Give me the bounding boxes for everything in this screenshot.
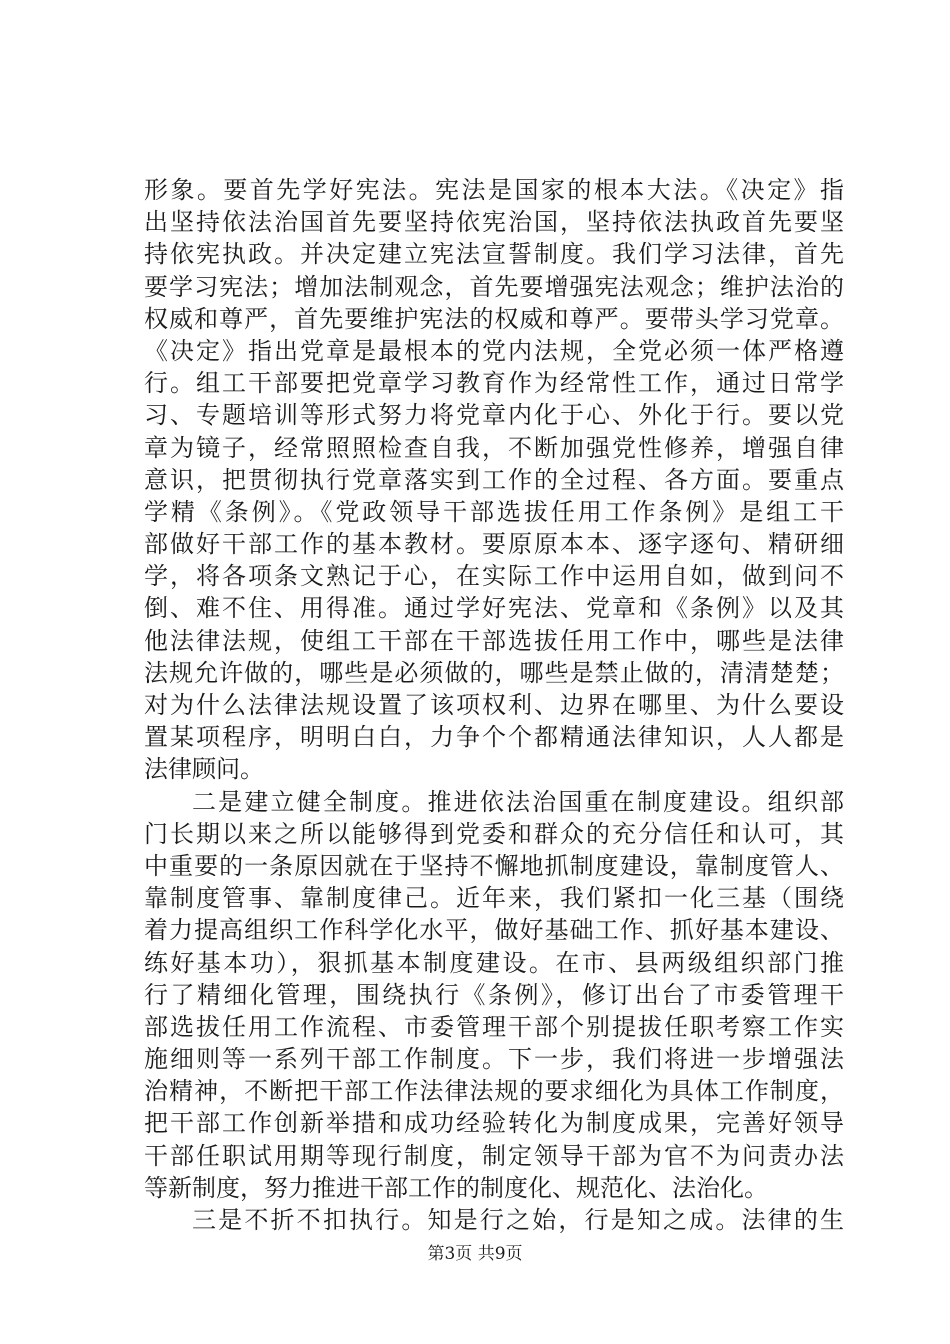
- text-line: 干部任职试用期等现行制度，制定领导干部为官不为问责办法: [144, 1141, 844, 1170]
- text-line: 部做好干部工作的基本教材。要原原本本、逐字逐句、精研细: [144, 530, 844, 559]
- text-line: 要学习宪法；增加法制观念，首先要增强宪法观念；维护法治的: [144, 272, 844, 301]
- text-line: 施细则等一系列干部工作制度。下一步，我们将进一步增强法: [144, 1045, 844, 1074]
- text-line: 治精神，不断把干部工作法律法规的要求细化为具体工作制度，: [144, 1077, 844, 1106]
- text-line: 形象。要首先学好宪法。宪法是国家的根本大法。《决定》指: [144, 176, 844, 204]
- text-line: 学，将各项条文熟记于心，在实际工作中运用自如，做到问不: [144, 562, 844, 591]
- text-line: 靠制度管事、靠制度律己。近年来，我们紧扣一化三基（围绕: [144, 884, 844, 913]
- text-line: 意识，把贯彻执行党章落实到工作的全过程、各方面。要重点: [144, 465, 844, 494]
- text-line: 把干部工作创新举措和成功经验转化为制度成果，完善好领导: [144, 1109, 844, 1138]
- text-line: 置某项程序，明明白白，力争个个都精通法律知识，人人都是: [144, 723, 844, 752]
- text-line: 倒、难不住、用得准。通过学好宪法、党章和《条例》以及其: [144, 594, 844, 623]
- document-body: [144, 174, 844, 1236]
- page-number-footer: 第3页 共9页: [427, 1244, 523, 1264]
- text-line: 习、专题培训等形式努力将党章内化于心、外化于行。要以党: [144, 401, 844, 430]
- text-line: 门长期以来之所以能够得到党委和群众的充分信任和认可，其: [144, 819, 844, 848]
- text-line: 着力提高组织工作科学化水平，做好基础工作、抓好基本建设、: [144, 916, 844, 945]
- text-line: 《决定》指出党章是最根本的党内法规，全党必须一体严格遵: [144, 336, 844, 365]
- text-line: 中重要的一条原因就在于坚持不懈地抓制度建设，靠制度管人、: [144, 851, 844, 880]
- text-line: 持依宪执政。并决定建立宪法宣誓制度。我们学习法律，首先: [144, 240, 844, 269]
- text-line: 练好基本功），狠抓基本制度建设。在市、县两级组织部门推: [144, 948, 844, 977]
- text-line: 法律顾问。: [144, 755, 264, 784]
- text-line: 他法律法规，使组工干部在干部选拔任用工作中，哪些是法律: [144, 626, 844, 655]
- text-line: 学精《条例》。《党政领导干部选拔任用工作条例》是组工干: [144, 497, 844, 526]
- text-line: 法规允许做的，哪些是必须做的，哪些是禁止做的，清清楚楚；: [144, 658, 844, 687]
- text-line: 部选拔任用工作流程、市委管理干部个别提拔任职考察工作实: [144, 1012, 844, 1041]
- text-line: 对为什么法律法规设置了该项权利、边界在哪里、为什么要设: [144, 691, 844, 719]
- text-line: 权威和尊严，首先要维护宪法的权威和尊严。要带头学习党章。: [144, 304, 844, 333]
- text-line: 行了精细化管理，围绕执行《条例》，修订出台了市委管理干: [144, 980, 844, 1009]
- paragraph-start-line: 二是建立健全制度。推进依法治国重在制度建设。组织部: [192, 787, 844, 816]
- text-line: 等新制度，努力推进干部工作的制度化、规范化、法治化。: [144, 1173, 768, 1202]
- text-line: 出坚持依法治国首先要坚持依宪治国，坚持依法执政首先要坚: [144, 208, 844, 237]
- paragraph-start-line: 三是不折不扣执行。知是行之始，行是知之成。法律的生: [192, 1206, 844, 1234]
- text-line: 行。组工干部要把党章学习教育作为经常性工作，通过日常学: [144, 369, 844, 398]
- text-line: 章为镜子，经常照照检查自我，不断加强党性修养，增强自律: [144, 433, 844, 462]
